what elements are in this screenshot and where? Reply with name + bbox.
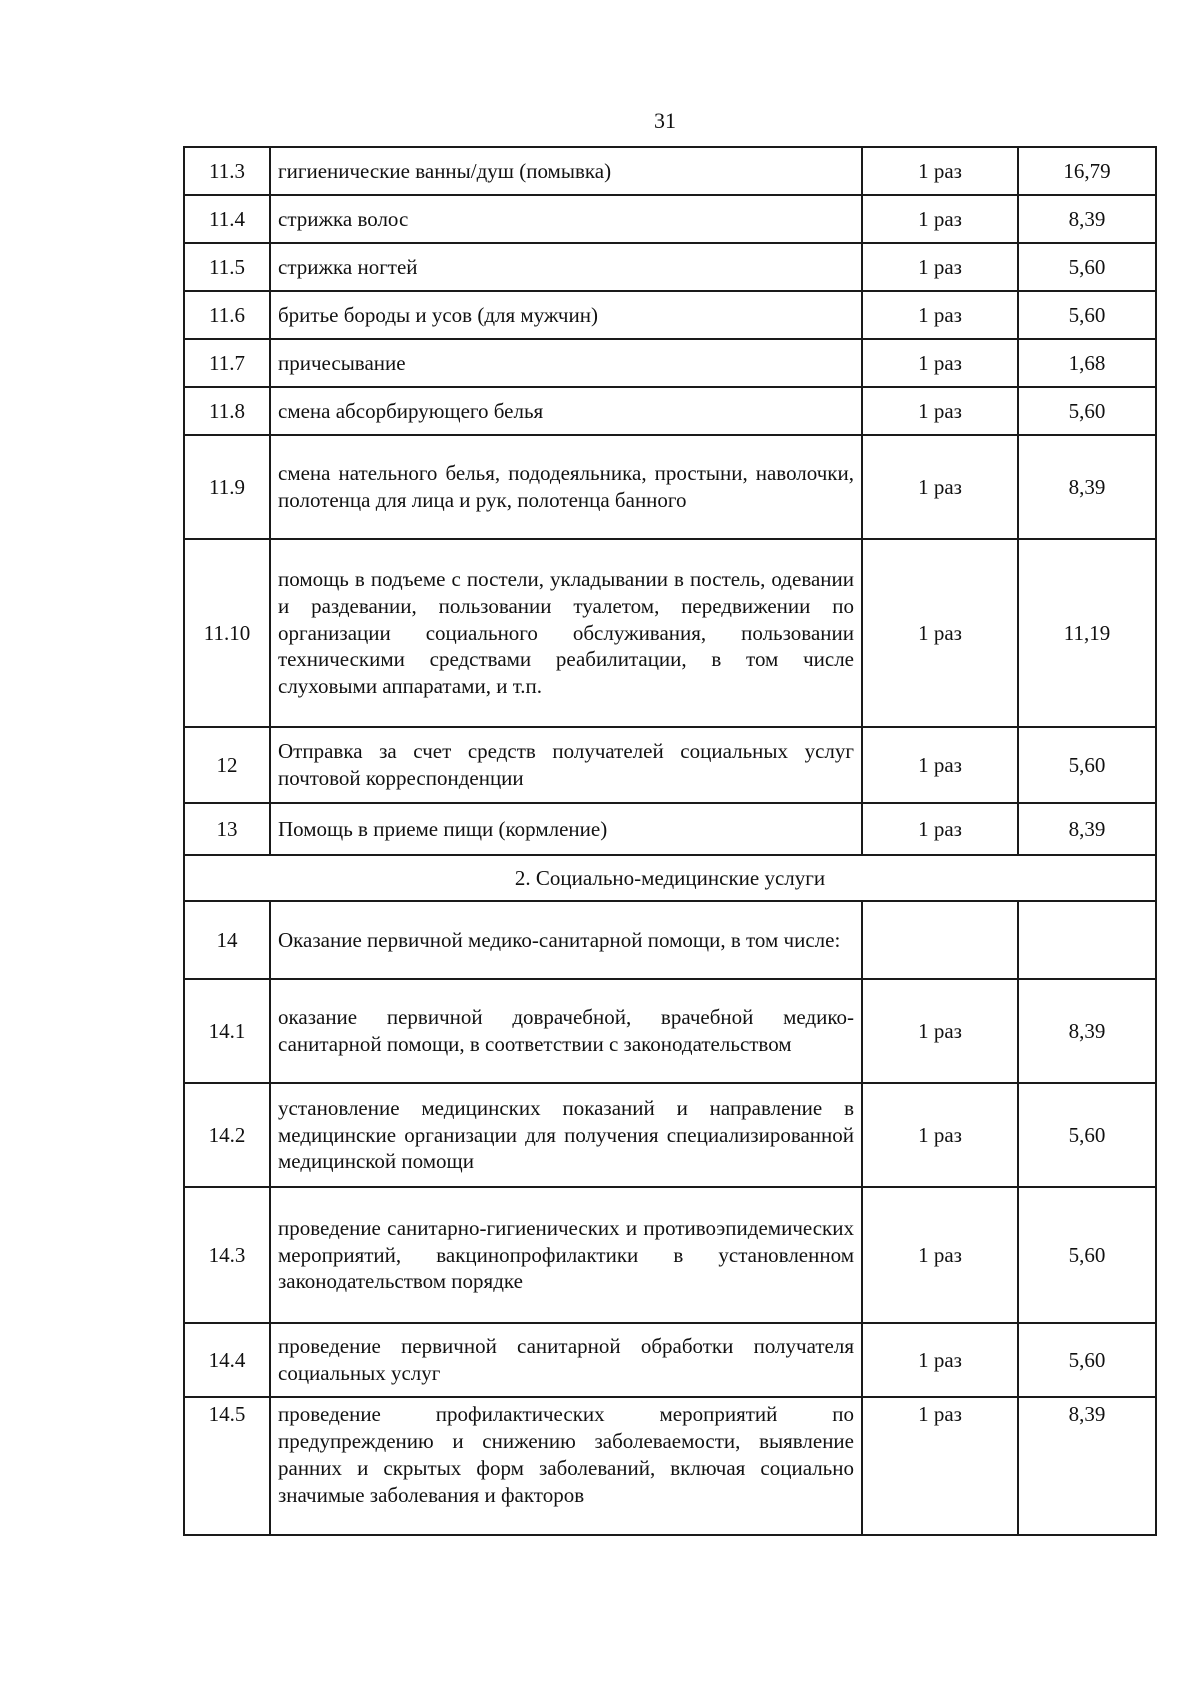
section-title: 2. Социально-медицинские услуги [184,855,1156,901]
row-number: 14.1 [184,979,270,1083]
service-price: 8,39 [1018,1397,1156,1535]
service-description: Оказание первичной медико-санитарной помощи, в том числе: [270,901,862,979]
table-row [184,195,1156,243]
table-row [184,243,1156,291]
service-unit: 1 раз [862,435,1018,539]
table-row [184,1187,1156,1323]
service-description: Помощь в приеме пищи (кормление) [270,803,862,855]
table-row [184,1323,1156,1397]
row-number: 14.2 [184,1083,270,1187]
table-row [184,1397,1156,1535]
service-price: 5,60 [1018,291,1156,339]
row-number: 13 [184,803,270,855]
service-unit: 1 раз [862,387,1018,435]
row-number: 11.5 [184,243,270,291]
service-price: 8,39 [1018,435,1156,539]
service-description: гигиенические ванны/душ (помывка) [270,147,862,195]
service-unit: 1 раз [862,1083,1018,1187]
table-row [184,291,1156,339]
table-row [184,1083,1156,1187]
row-number: 14.3 [184,1187,270,1323]
section-header-row [184,855,1156,901]
row-number: 12 [184,727,270,803]
table-row [184,901,1156,979]
service-price: 8,39 [1018,195,1156,243]
service-description: смена абсорбирующего белья [270,387,862,435]
service-unit: 1 раз [862,339,1018,387]
table-row [184,339,1156,387]
table-row [184,979,1156,1083]
service-unit: 1 раз [862,727,1018,803]
row-number: 11.10 [184,539,270,727]
service-unit [862,901,1018,979]
service-price: 16,79 [1018,147,1156,195]
row-number: 11.9 [184,435,270,539]
service-price: 5,60 [1018,1187,1156,1323]
service-price: 5,60 [1018,1083,1156,1187]
table-row [184,387,1156,435]
service-description: Отправка за счет средств получателей социальных услуг почтовой корреспонденции [270,727,862,803]
service-description: проведение санитарно-гигиенических и противоэпидемических мероприятий, вакцинопрофилактики в установленном законодательством порядке [270,1187,862,1323]
service-description: смена нательного белья, пододеяльника, простыни, наволочки, полотенца для лица и рук, полотенца банного [270,435,862,539]
table-row [184,147,1156,195]
service-price: 8,39 [1018,803,1156,855]
service-price [1018,901,1156,979]
service-description: стрижка волос [270,195,862,243]
table-row [184,803,1156,855]
services-table [183,146,1157,1536]
service-unit: 1 раз [862,195,1018,243]
service-unit: 1 раз [862,291,1018,339]
service-description: проведение первичной санитарной обработки получателя социальных услуг [270,1323,862,1397]
row-number: 11.8 [184,387,270,435]
row-number: 14.5 [184,1397,270,1535]
service-description: помощь в подъеме с постели, укладывании в постель, одевании и раздевании, пользовании туалетом, передвижении по организации социального обслуживания, пользовании техническими средствами реабилитации, в том числе слуховыми аппаратами, и т.п. [270,539,862,727]
service-price: 5,60 [1018,1323,1156,1397]
service-price: 11,19 [1018,539,1156,727]
row-number: 11.7 [184,339,270,387]
service-price: 5,60 [1018,727,1156,803]
service-price: 5,60 [1018,243,1156,291]
row-number: 11.4 [184,195,270,243]
row-number: 14.4 [184,1323,270,1397]
service-unit: 1 раз [862,147,1018,195]
service-description: стрижка ногтей [270,243,862,291]
page-number: 31 [654,108,676,133]
service-description: причесывание [270,339,862,387]
service-description: оказание первичной доврачебной, врачебной медико-санитарной помощи, в соответствии с законодательством [270,979,862,1083]
service-description: установление медицинских показаний и направление в медицинские организации для получения специализированной медицинской помощи [270,1083,862,1187]
service-unit: 1 раз [862,1187,1018,1323]
service-description: бритье бороды и усов (для мужчин) [270,291,862,339]
table-row [184,727,1156,803]
service-unit: 1 раз [862,1323,1018,1397]
row-number: 11.3 [184,147,270,195]
service-price: 8,39 [1018,979,1156,1083]
service-unit: 1 раз [862,803,1018,855]
row-number: 14 [184,901,270,979]
service-unit: 1 раз [862,243,1018,291]
table-row [184,435,1156,539]
service-price: 5,60 [1018,387,1156,435]
service-unit: 1 раз [862,539,1018,727]
service-unit: 1 раз [862,1397,1018,1535]
row-number: 11.6 [184,291,270,339]
service-description: проведение профилактических мероприятий по предупреждению и снижению заболеваемости, выявление ранних и скрытых форм заболеваний, включая социально значимые заболевания и факторов [270,1397,862,1535]
table-row [184,539,1156,727]
service-price: 1,68 [1018,339,1156,387]
service-unit: 1 раз [862,979,1018,1083]
